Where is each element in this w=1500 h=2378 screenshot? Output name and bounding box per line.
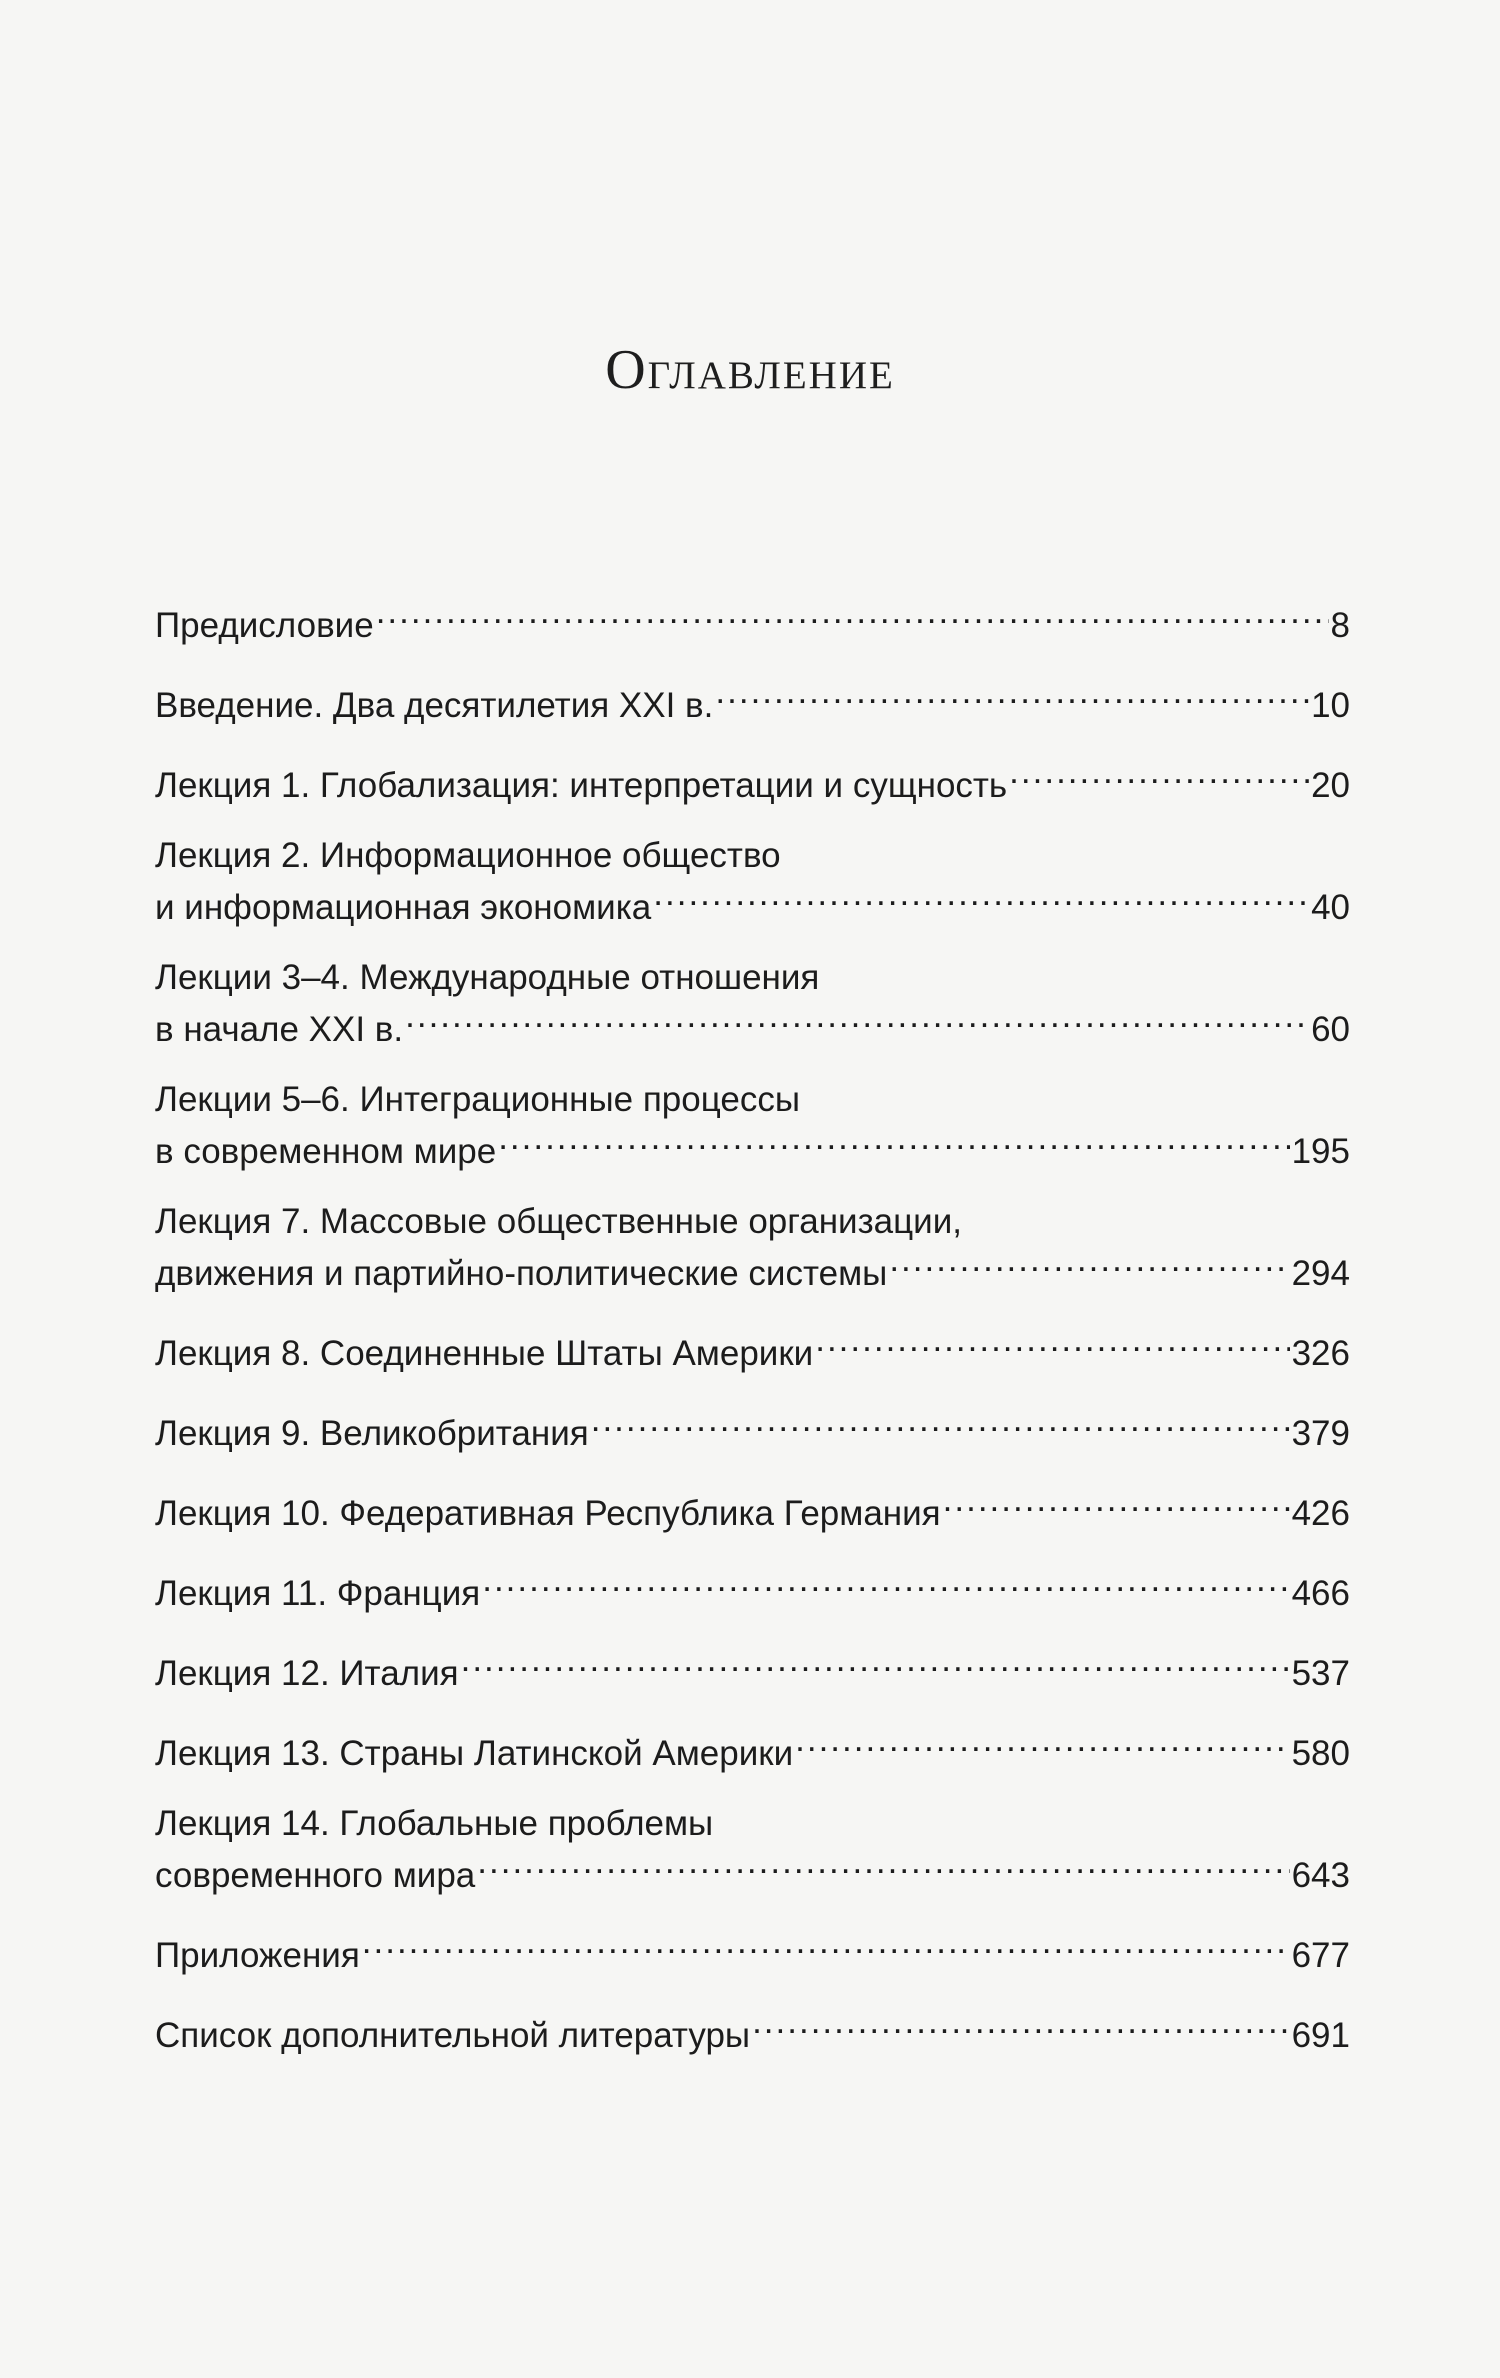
dot-leader (376, 595, 1329, 637)
toc-entry-title: Лекция 13. Страны Латинской Америки (155, 1734, 794, 1773)
toc-page-number: 691 (1291, 2016, 1350, 2055)
toc-entry-line (155, 675, 1350, 727)
toc-entry (155, 1563, 1350, 1615)
toc-page-number: 466 (1291, 1574, 1350, 1613)
dot-leader (362, 1925, 1290, 1967)
toc-page-number: 643 (1291, 1856, 1350, 1895)
toc-entry (155, 1803, 1350, 1897)
toc-page-number: 294 (1291, 1254, 1350, 1293)
toc-entry-title: Лекция 10. Федеративная Республика Германия (155, 1494, 941, 1533)
dot-leader (752, 2005, 1290, 2047)
toc-entry-line (155, 1845, 1350, 1897)
dot-leader (1009, 755, 1309, 797)
toc-entry (155, 1925, 1350, 1977)
page-title: Оглавление (605, 339, 895, 401)
toc-entry-line (155, 1803, 1350, 1845)
toc-entry (155, 957, 1350, 1051)
toc-page-number: 426 (1291, 1494, 1350, 1533)
dot-leader (591, 1403, 1290, 1445)
toc-entry-title: Лекция 7. Массовые общественные организации, (155, 1202, 962, 1241)
dot-leader (943, 1483, 1290, 1525)
dot-leader (461, 1643, 1290, 1685)
toc-page-number: 195 (1291, 1132, 1350, 1171)
toc-page-number: 379 (1291, 1414, 1350, 1453)
dot-leader (715, 675, 1309, 717)
toc-entry-title: и информационная экономика (155, 888, 652, 927)
toc-entry (155, 675, 1350, 727)
toc-entry-title: Предисловие (155, 606, 374, 645)
toc-entry-line (155, 1483, 1350, 1535)
toc-entry-title: Лекция 12. Италия (155, 1654, 459, 1693)
dot-leader (482, 1563, 1289, 1605)
toc-entry-line (155, 1403, 1350, 1455)
toc-entry (155, 2005, 1350, 2057)
toc-entry (155, 1201, 1350, 1295)
toc-entry-line (155, 1563, 1350, 1615)
dot-leader (795, 1723, 1289, 1765)
toc-entry-title: Лекция 9. Великобритания (155, 1414, 589, 1453)
toc-entry (155, 1643, 1350, 1695)
toc-entry (155, 755, 1350, 807)
toc-entry-line (155, 1643, 1350, 1695)
toc-entry-line (155, 1925, 1350, 1977)
toc-entry-title: Лекция 8. Соединенные Штаты Америки (155, 1334, 814, 1373)
toc-page-number: 326 (1291, 1334, 1350, 1373)
toc-page-number: 677 (1291, 1936, 1350, 1975)
toc-entry-title: Список дополнительной литературы (155, 2016, 751, 2055)
toc-entry-line (155, 1243, 1350, 1295)
dot-leader (405, 999, 1309, 1041)
toc-entry (155, 595, 1350, 647)
toc-page-number: 8 (1330, 606, 1350, 645)
toc-entry (155, 1483, 1350, 1535)
toc-entry-title: современного мира (155, 1856, 476, 1895)
toc-entry-title: Введение. Два десятилетия XXI в. (155, 686, 714, 725)
toc-entry (155, 1079, 1350, 1173)
toc-entry-title: Приложения (155, 1936, 360, 1975)
toc-entry-line (155, 877, 1350, 929)
dot-leader (498, 1121, 1289, 1163)
toc-entry-line (155, 835, 1350, 877)
toc-page-number: 537 (1291, 1654, 1350, 1693)
toc-entry-title: движения и партийно-политические системы (155, 1254, 888, 1293)
toc-entry-title: Лекция 14. Глобальные проблемы (155, 1804, 714, 1843)
toc-entry-line (155, 755, 1350, 807)
toc-entry-title: Лекции 5–6. Интеграционные процессы (155, 1080, 800, 1119)
toc-entry-line (155, 2005, 1350, 2057)
toc-entry-line (155, 1201, 1350, 1243)
toc-entry (155, 1723, 1350, 1775)
toc-page-number: 40 (1311, 888, 1350, 927)
toc-entry-line (155, 1723, 1350, 1775)
toc-entry (155, 1323, 1350, 1375)
toc-entry-title: в начале XXI в. (155, 1010, 404, 1049)
toc-entry-title: в современном мире (155, 1132, 497, 1171)
toc-entry-line (155, 957, 1350, 999)
dot-leader (889, 1243, 1289, 1285)
toc-entry-title: Лекция 11. Франция (155, 1574, 481, 1613)
toc-entry (155, 835, 1350, 929)
dot-leader (653, 877, 1309, 919)
toc-entry-line (155, 595, 1350, 647)
toc-page-number: 20 (1311, 766, 1350, 805)
toc-page-number: 60 (1311, 1010, 1350, 1049)
table-of-contents (155, 595, 1350, 2085)
dot-leader (477, 1845, 1289, 1887)
toc-entry-line (155, 999, 1350, 1051)
toc-entry-line (155, 1121, 1350, 1173)
toc-page-number: 580 (1291, 1734, 1350, 1773)
toc-entry (155, 1403, 1350, 1455)
dot-leader (815, 1323, 1289, 1365)
toc-entry-title: Лекции 3–4. Международные отношения (155, 958, 820, 997)
toc-entry-line (155, 1323, 1350, 1375)
toc-page-number: 10 (1311, 686, 1350, 725)
toc-entry-line (155, 1079, 1350, 1121)
toc-entry-title: Лекция 1. Глобализация: интерпретации и сущность (155, 766, 1008, 805)
toc-entry-title: Лекция 2. Информационное общество (155, 836, 781, 875)
